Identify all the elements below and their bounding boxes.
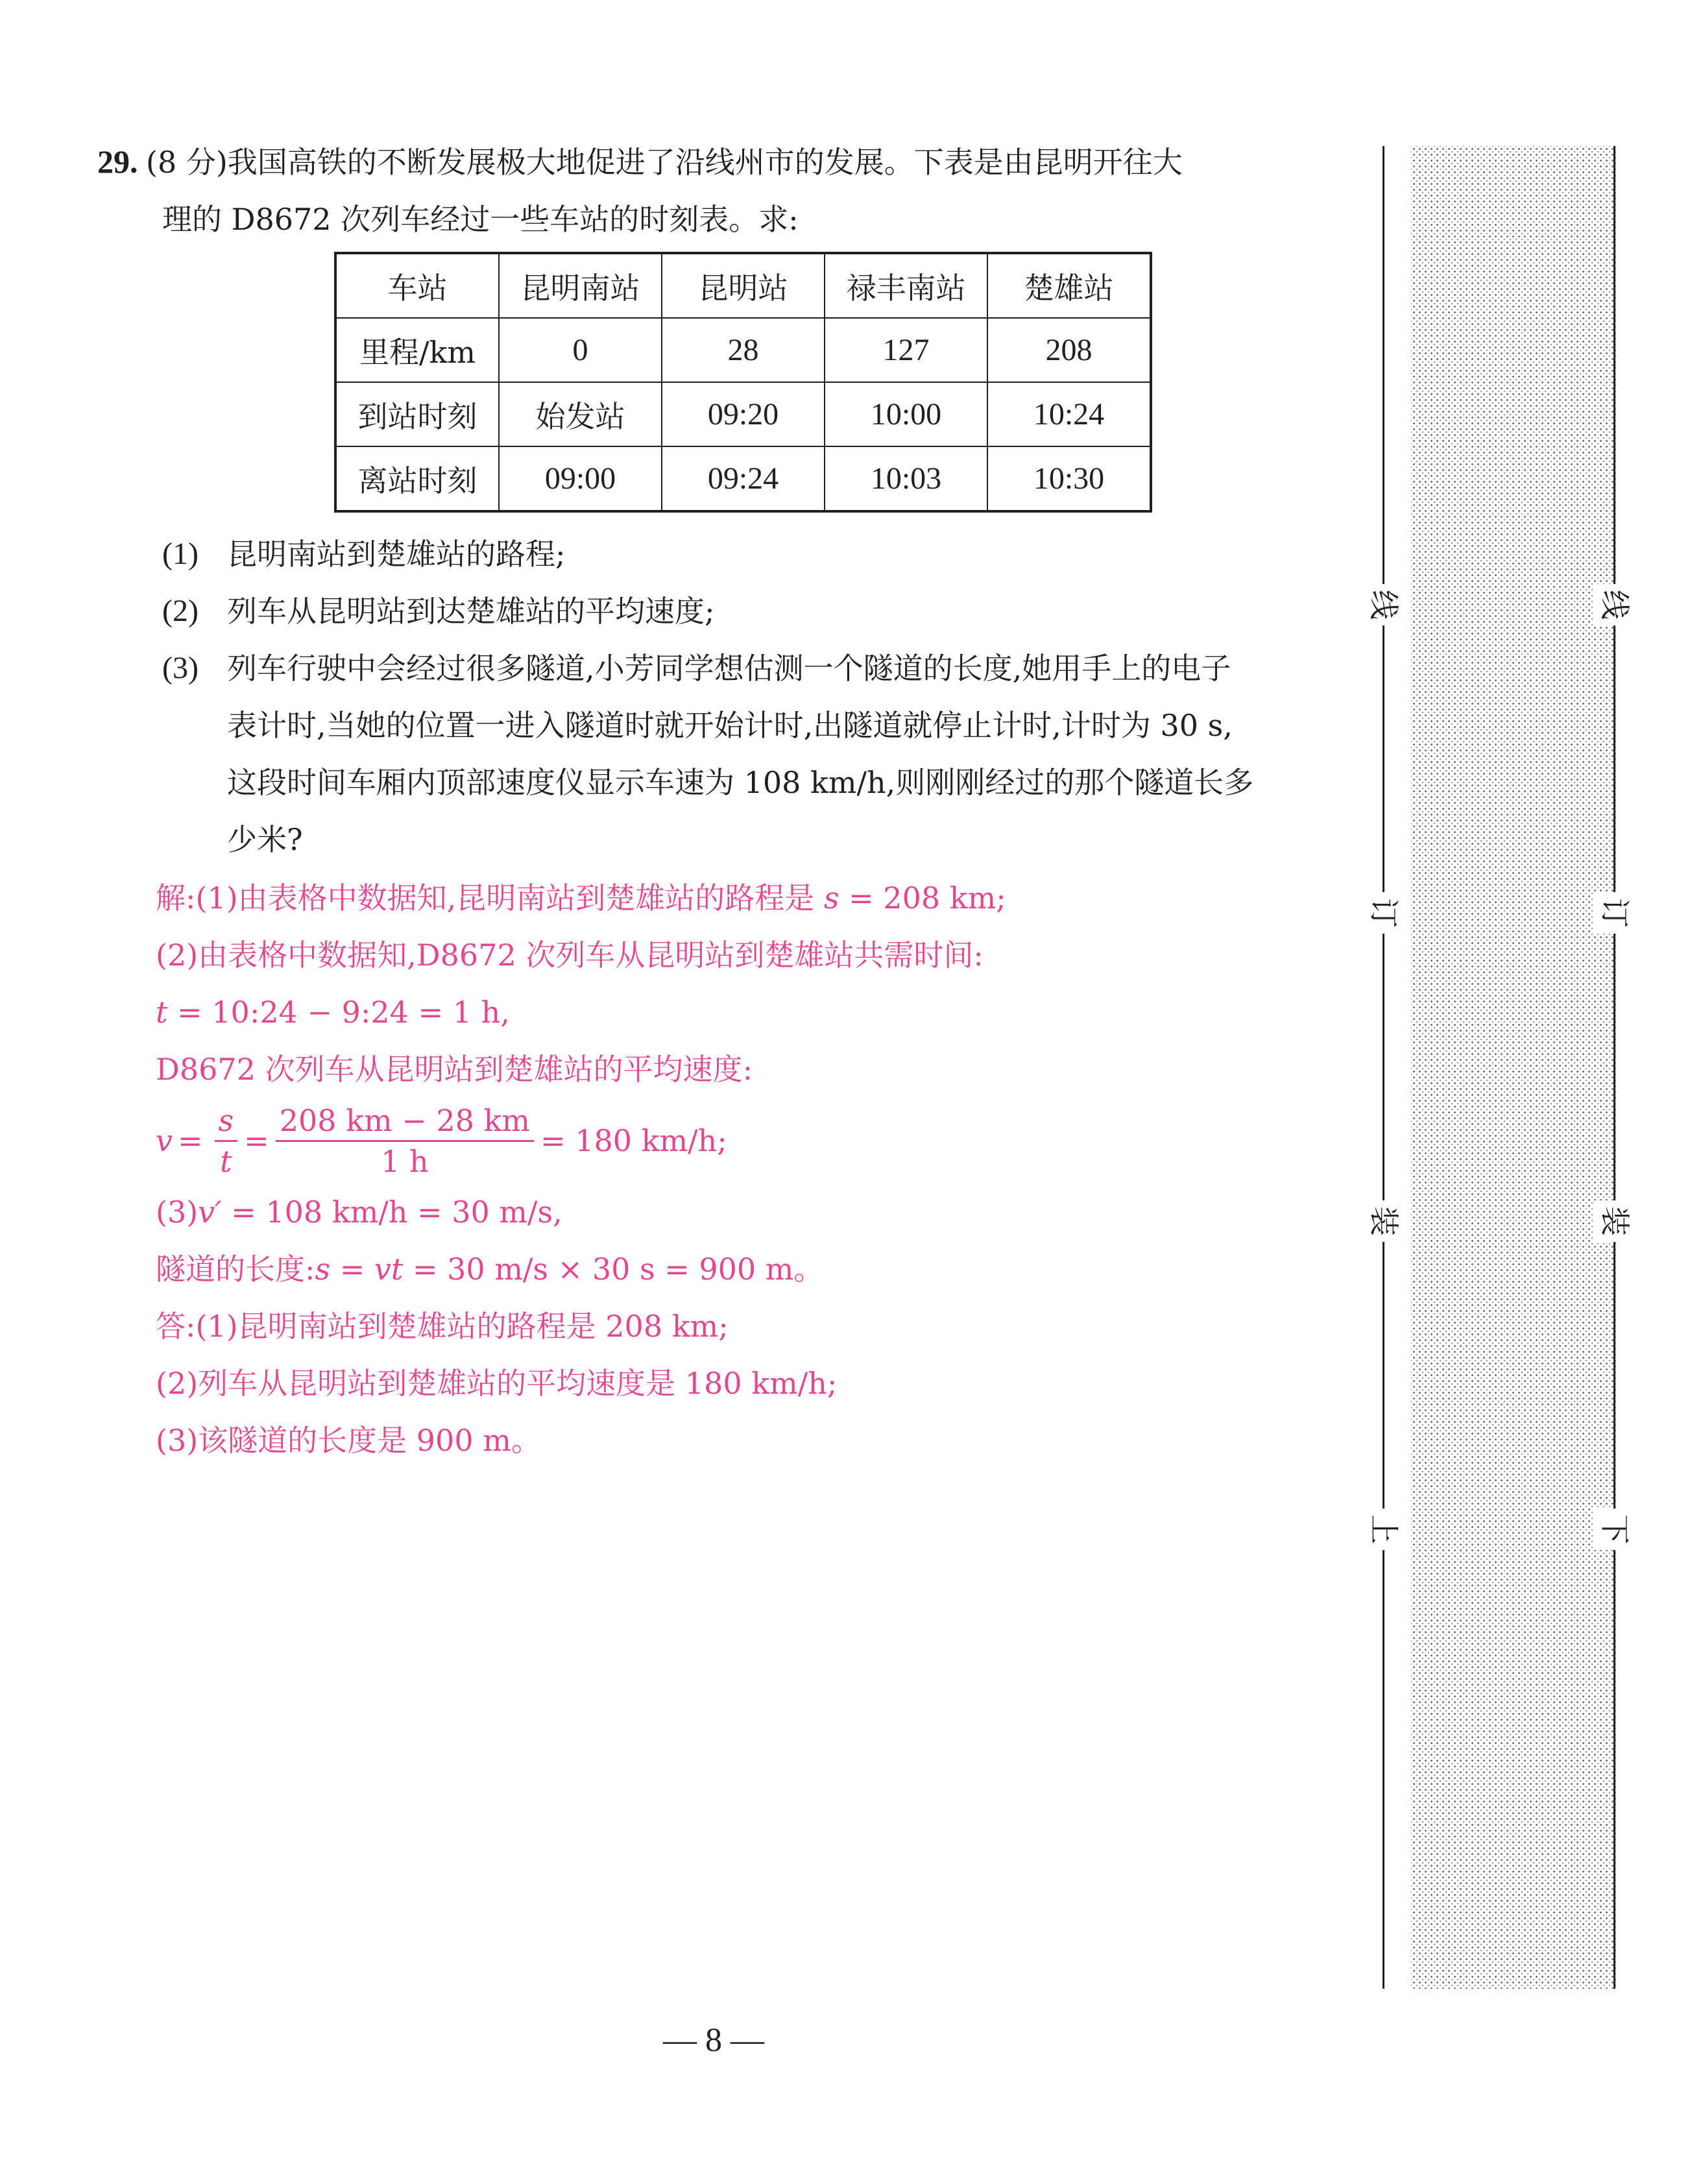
binding-line-right — [1613, 146, 1615, 1989]
fraction-distance-over-time — [276, 1101, 534, 1181]
table-cell: 10:24 — [987, 382, 1151, 446]
formula-equals: = — [244, 1123, 269, 1158]
fraction-numerator: s — [215, 1101, 238, 1142]
answer-line — [156, 1241, 1323, 1298]
subquestion-text: 列车行驶中会经过很多隧道,小芳同学想估测一个隧道的长度,她用手上的电子 — [227, 651, 1231, 686]
binding-label-right: 线 — [1594, 584, 1636, 625]
answer-variable: v′ — [198, 1195, 222, 1230]
table-header-cell: 禄丰南站 — [825, 253, 987, 318]
fraction-denominator: 1 h — [381, 1143, 429, 1179]
table-cell: 208 — [987, 318, 1151, 382]
table-row — [335, 446, 1151, 511]
answer-variable: t — [156, 995, 168, 1030]
answer-line: D8672 次列车从昆明站到楚雄站的平均速度: — [156, 1052, 753, 1087]
binding-label-left: 线 — [1363, 584, 1405, 625]
binding-label-right: 订 — [1594, 892, 1636, 934]
binding-label-right: 下 — [1594, 1509, 1636, 1550]
answer-line: (2)由表格中数据知,D8672 次列车从昆明站到楚雄站共需时间: — [156, 938, 984, 973]
table-header-cell: 车站 — [335, 253, 499, 318]
subquestion-1 — [162, 526, 1336, 583]
fraction-denominator: t — [220, 1143, 232, 1179]
subquestion-label: (2) — [162, 594, 199, 628]
table-cell: 09:24 — [662, 446, 825, 511]
binding-label-left: 订 — [1363, 892, 1405, 934]
table-cell: 28 — [662, 318, 825, 382]
answer-line — [156, 1183, 1323, 1241]
answer-text: 解:(1)由表格中数据知,昆明南站到楚雄站的路程是 — [156, 880, 824, 916]
formula-equals: = — [178, 1123, 203, 1158]
velocity-formula — [156, 1098, 1323, 1183]
binding-line-left — [1383, 146, 1384, 1989]
answer-text: = 208 km; — [839, 880, 1006, 916]
answer-variable: s — [823, 880, 839, 916]
answer-text: (3) — [156, 1195, 199, 1230]
subquestion-3 — [162, 640, 1336, 868]
table-cell: 10:30 — [987, 446, 1151, 511]
table-cell: 始发站 — [499, 382, 662, 446]
answer-line — [156, 869, 1323, 927]
table-cell: 10:03 — [825, 446, 987, 511]
binding-margin-pattern — [1411, 146, 1617, 1989]
table-header-row — [335, 253, 1151, 318]
fraction-s-over-t — [215, 1101, 238, 1181]
binding-label-left: 上 — [1363, 1509, 1405, 1550]
formula-variable: v — [156, 1123, 173, 1158]
fraction-numerator: 208 km − 28 km — [276, 1101, 534, 1142]
subquestion-text: 少米? — [227, 822, 303, 857]
answer-text: = 30 m/s × 30 s = 900 m。 — [403, 1252, 824, 1287]
binding-label-left: 装 — [1363, 1200, 1405, 1242]
table-cell: 09:20 — [662, 382, 825, 446]
binding-label-right: 装 — [1594, 1200, 1636, 1242]
table-cell: 里程/km — [335, 318, 499, 382]
answer-line — [156, 984, 1323, 1041]
page-number: — 8 — — [663, 2022, 764, 2059]
table-row — [335, 382, 1151, 446]
train-timetable — [334, 252, 1152, 513]
subquestion-text: 列车从昆明站到达楚雄站的平均速度; — [227, 594, 715, 629]
table-cell: 到站时刻 — [335, 382, 499, 446]
table-header-cell: 昆明南站 — [499, 253, 662, 318]
answer-variable: s = vt — [315, 1252, 404, 1287]
answer-text: = 108 km/h = 30 m/s, — [221, 1195, 562, 1230]
answer-line: (2)列车从昆明站到楚雄站的平均速度是 180 km/h; — [156, 1366, 838, 1401]
subquestion-2 — [162, 583, 1336, 640]
question-number-dot: . — [130, 143, 146, 180]
subquestion-label: (3) — [162, 651, 199, 685]
formula-result: = 180 km/h; — [540, 1123, 727, 1158]
question-text-2: 理的 D8672 次列车经过一些车站的时刻表。求: — [162, 202, 799, 237]
table-cell: 离站时刻 — [335, 446, 499, 511]
table-cell: 09:00 — [499, 446, 662, 511]
subquestion-text: 表计时,当她的位置一进入隧道时就开始计时,出隧道就停止计时,计时为 30 s, — [227, 708, 1233, 743]
table-cell: 10:00 — [825, 382, 987, 446]
question-header — [97, 133, 1330, 248]
subquestion-label: (1) — [162, 537, 199, 571]
subquestion-text: 这段时间车厢内顶部速度仪显示车速为 108 km/h,则刚刚经过的那个隧道长多 — [227, 765, 1254, 800]
answer-text: = 10:24 − 9:24 = 1 h, — [167, 995, 510, 1030]
table-header-cell: 楚雄站 — [987, 253, 1151, 318]
answer-line: 答:(1)昆明南站到楚雄站的路程是 208 km; — [156, 1309, 729, 1344]
table-row — [335, 318, 1151, 382]
table-cell: 0 — [499, 318, 662, 382]
table-cell: 127 — [825, 318, 987, 382]
question-number: 29 — [97, 143, 130, 180]
answer-solution — [156, 869, 1323, 1469]
table-header-cell: 昆明站 — [662, 253, 825, 318]
answer-line: (3)该隧道的长度是 900 m。 — [156, 1423, 541, 1458]
question-line-1 — [97, 133, 1330, 191]
question-text-1: (8 分)我国高铁的不断发展极大地促进了沿线州市的发展。下表是由昆明开往大 — [146, 145, 1183, 180]
answer-text: 隧道的长度: — [156, 1252, 315, 1287]
subquestion-text: 昆明南站到楚雄站的路程; — [227, 537, 566, 572]
subquestions — [162, 526, 1336, 868]
